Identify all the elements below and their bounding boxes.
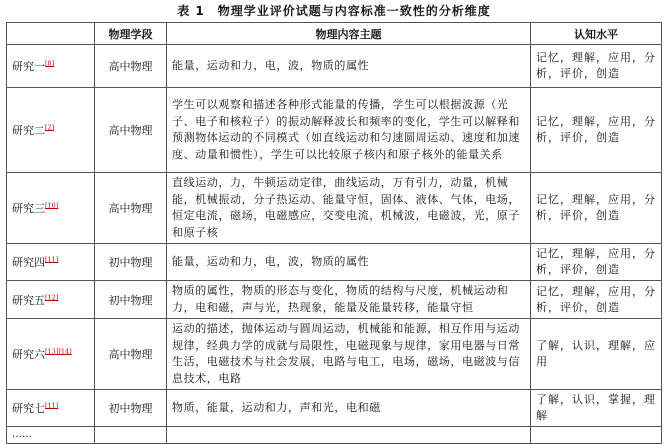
reference-link[interactable]: [12] (45, 292, 59, 301)
stage-cell: 高中物理 (95, 45, 167, 88)
reference-link[interactable]: [11] (45, 255, 59, 264)
level-cell: 记忆，理解，应用，分析，评价，创造 (531, 281, 662, 319)
study-cell: …… (7, 427, 95, 444)
content-cell: 学生可以观察和描述各种形式能量的传播，学生可以根据波源（光子、电子和核粒子）的振动解释波长和频率的变化，学生可以解释和预测物体运动的不同模式（如直线运动和匀速圆周运动、速度和加速度、动量和惯性），学生可以比较原子核内和原子核外的能量关系 (167, 88, 531, 173)
study-name: 研究五 (12, 293, 45, 307)
header-row (7, 23, 662, 45)
study-name: 研究三 (12, 202, 45, 215)
stage-cell: 初中物理 (95, 281, 167, 319)
study-name: 研究六 (12, 348, 45, 361)
table-row (7, 319, 662, 390)
study-cell (7, 244, 95, 281)
level-cell: 了解，认识，掌握，理解 (531, 390, 662, 427)
level-cell: 了解，认识，理解，应用 (531, 319, 662, 390)
content-cell: 物质，能量，运动和力，声和光，电和磁 (167, 390, 531, 427)
reference-link[interactable]: [13][14] (45, 347, 72, 356)
level-cell: 记忆，理解，应用，分析，评价，创造 (531, 88, 662, 173)
header-content: 物理内容主题 (167, 23, 531, 45)
reference-link[interactable]: [10] (45, 201, 59, 210)
study-name: 研究一 (12, 60, 45, 73)
study-cell (7, 281, 95, 319)
table-row (7, 281, 662, 319)
level-cell: 记忆，理解，应用，分析，评价，创造 (531, 173, 662, 244)
reference-link[interactable]: [8] (45, 59, 55, 68)
content-cell: 物质的属性，物质的形态与变化，物质的结构与尺度，机械运动和力，电和磁，声与光，热现象，能量及能量转移，能量守恒 (167, 281, 531, 319)
table-row (7, 88, 662, 173)
table-row (7, 45, 662, 88)
reference-link[interactable]: [11] (45, 401, 59, 410)
stage-cell: 初中物理 (95, 244, 167, 281)
study-cell (7, 390, 95, 427)
study-cell (7, 88, 95, 173)
study-name: 研究二 (12, 124, 45, 137)
stage-cell: 高中物理 (95, 319, 167, 390)
study-name: 研究四 (12, 256, 45, 269)
stage-cell: 高中物理 (95, 88, 167, 173)
level-cell: 记忆，理解，应用，分析，评价，创造 (531, 45, 662, 88)
table-row (7, 173, 662, 244)
table-caption: 表 1 物理学业评价试题与内容标准一致性的分析维度 (177, 4, 491, 18)
reference-link[interactable]: [2] (45, 123, 55, 132)
content-cell: 运动的描述，抛体运动与圆周运动，机械能和能源，相互作用与运动规律，经典力学的成就与局限性，电磁现象与规律，家用电器与日常生活，电磁技术与社会发展，电路与电工，电场，磁场，电磁波与信息技术，电路 (167, 319, 531, 390)
content-cell: 能量，运动和力，电，波，物质的属性 (167, 45, 531, 88)
study-cell (7, 45, 95, 88)
table-row (7, 390, 662, 427)
content-cell: 直线运动，力，牛顿运动定律，曲线运动，万有引力，动量，机械能，机械振动，分子热运动、能量守恒，固体、液体、气体，电场，恒定电流，磁场，电磁感应，交变电流，机械波，电磁波，光，原子和原子核 (167, 173, 531, 244)
study-cell (7, 319, 95, 390)
content-cell: 能量，运动和力，电，波，物质的属性 (167, 244, 531, 281)
table-row (7, 244, 662, 281)
stage-cell: 高中物理 (95, 173, 167, 244)
header-study (7, 23, 95, 45)
stage-cell: 初中物理 (95, 390, 167, 427)
analysis-dimensions-table (6, 22, 662, 444)
header-level: 认知水平 (531, 23, 662, 45)
study-cell (7, 173, 95, 244)
study-name: 研究七 (12, 402, 45, 415)
header-stage: 物理学段 (95, 23, 167, 45)
level-cell: 记忆，理解，应用，分析，评价，创造 (531, 244, 662, 281)
